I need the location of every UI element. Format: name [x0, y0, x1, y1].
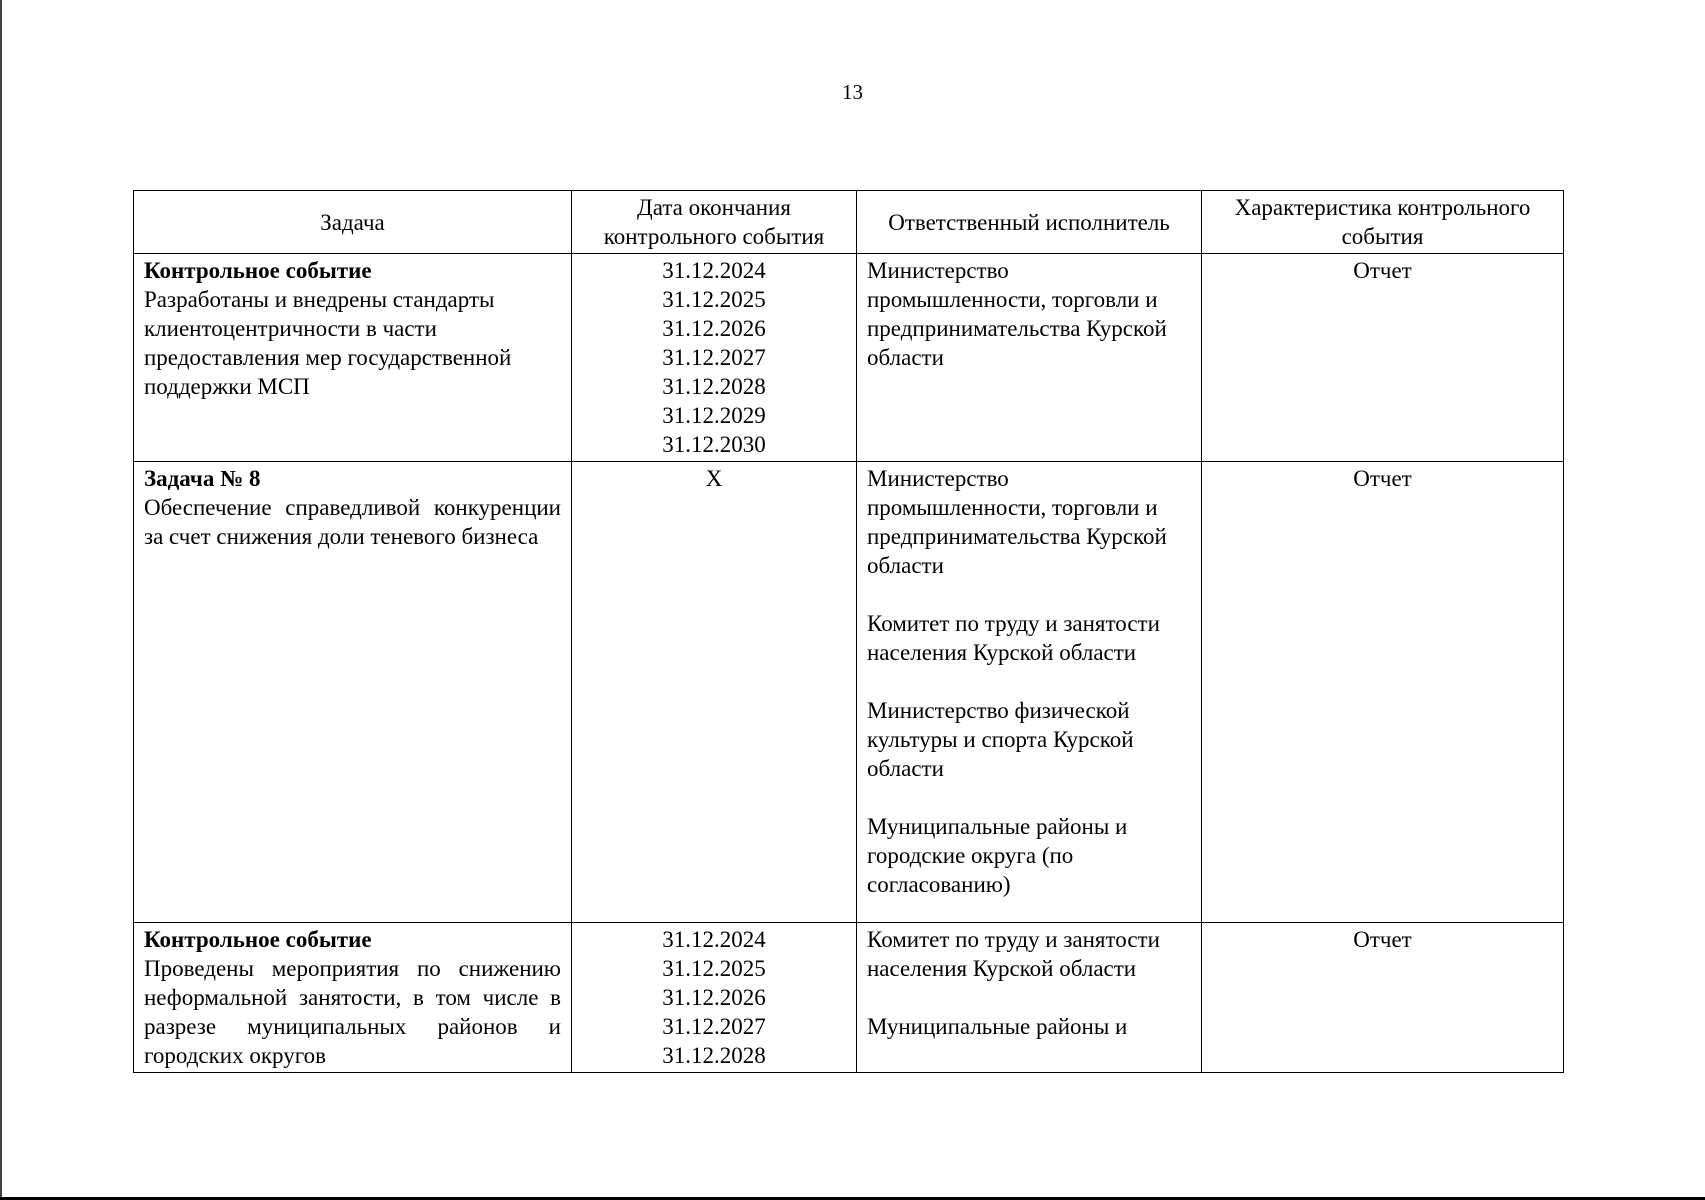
date-value: 31.12.2028 [662, 374, 766, 399]
header-characteristic: Характеристика контрольного события [1202, 191, 1564, 254]
page-number: 13 [842, 80, 863, 104]
executor-name: Министерство физической культуры и спорта Курской области [867, 698, 1134, 781]
task-cell [134, 923, 572, 1073]
characteristic-cell [1202, 254, 1564, 462]
task-title: Задача № 8 [144, 466, 261, 491]
date-value: 31.12.2025 [662, 287, 766, 312]
header-task: Задача [134, 191, 572, 254]
task-title: Контрольное событие [144, 258, 372, 283]
characteristic-value: Отчет [1353, 258, 1412, 283]
date-mark: X [705, 466, 723, 491]
date-value: 31.12.2029 [662, 403, 766, 428]
characteristic-cell [1202, 462, 1564, 923]
task-text: Разработаны и внедрены стандарты клиентоцентричности в части предоставления мер государственной поддержки МСП [144, 287, 512, 399]
characteristic-value: Отчет [1353, 466, 1412, 491]
table-header-row [134, 191, 1564, 254]
task-text: Обеспечение справедливой конкуренции за счет снижения доли теневого бизнеса [144, 495, 561, 549]
table-row [134, 923, 1564, 1073]
date-value: 31.12.2028 [662, 1043, 766, 1068]
table-row [134, 462, 1564, 923]
date-cell [572, 462, 857, 923]
executor-name: Министерство промышленности, торговли и предпринимательства Курской области [867, 466, 1167, 578]
control-events-table [133, 190, 1564, 1073]
table-row [134, 254, 1564, 462]
date-value: 31.12.2025 [662, 956, 766, 981]
date-value: 31.12.2027 [662, 345, 766, 370]
date-value: 31.12.2024 [662, 258, 766, 283]
date-value: 31.12.2026 [662, 316, 766, 341]
task-text: Проведены мероприятия по снижению неформальной занятости, в том числе в разрезе муниципальных районов и городских округов [144, 956, 561, 1068]
date-value: 31.12.2024 [662, 927, 766, 952]
task-cell [134, 462, 572, 923]
date-value: 31.12.2026 [662, 985, 766, 1010]
characteristic-value: Отчет [1353, 927, 1412, 952]
executor-name: Комитет по труду и занятости населения Курской области [867, 611, 1160, 665]
characteristic-cell [1202, 923, 1564, 1073]
executor-cell [857, 254, 1202, 462]
date-value: 31.12.2030 [662, 432, 766, 457]
date-value: 31.12.2027 [662, 1014, 766, 1039]
executor-name: Комитет по труду и занятости населения Курской области [867, 927, 1160, 981]
scan-edge [0, 0, 2, 1200]
task-cell [134, 254, 572, 462]
executor-cell [857, 462, 1202, 923]
date-cell [572, 923, 857, 1073]
header-executor: Ответственный исполнитель [857, 191, 1202, 254]
date-cell [572, 254, 857, 462]
executor-name: Муниципальные районы и [867, 1014, 1128, 1039]
executor-name: Муниципальные районы и городские округа (по согласованию) [867, 814, 1128, 897]
header-date: Дата окончания контрольного события [572, 191, 857, 254]
task-title: Контрольное событие [144, 927, 372, 952]
executor-cell [857, 923, 1202, 1073]
executor-name: Министерство промышленности, торговли и предпринимательства Курской области [867, 258, 1167, 370]
